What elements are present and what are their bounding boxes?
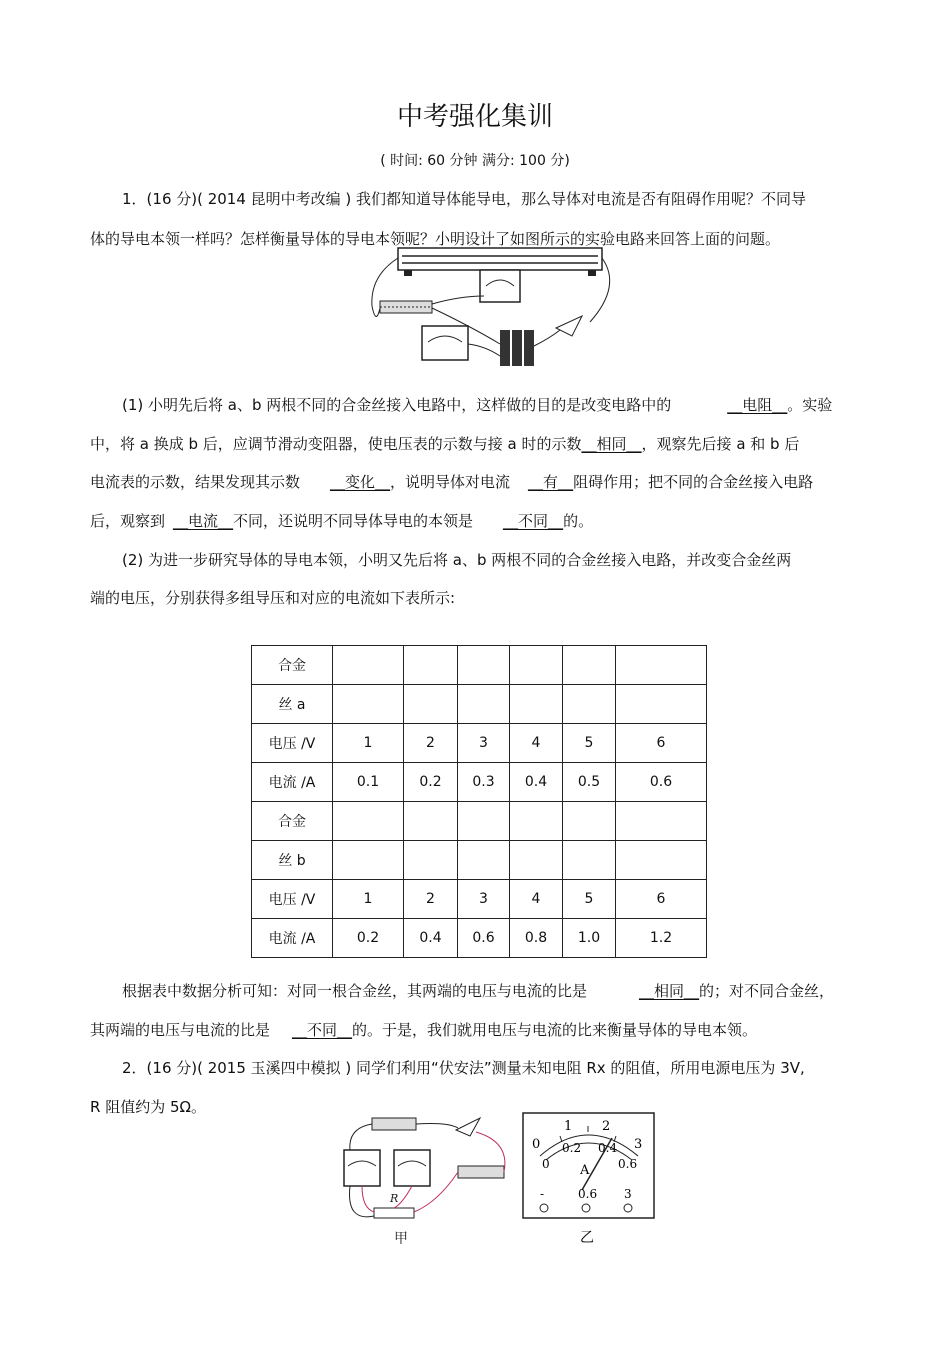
table-row: [252, 646, 707, 685]
table-cell: 2: [404, 880, 458, 919]
table-cell: 1.0: [563, 919, 616, 958]
conclusion-line2: 其两端的电压与电流的比是 __不同__的。于是，我们就用电压与电流的比来衡量导体的导电本领。: [90, 1021, 758, 1039]
table-cell: 1: [333, 724, 404, 763]
answer-blank-4: __有__: [528, 473, 574, 491]
answer-blank-2: __相同__: [581, 435, 642, 453]
conclusion-line1: 根据表中数据分析可知：对同一根合金丝，其两端的电压与电流的比是 __相同__的；对不同合金丝，: [122, 982, 835, 1000]
terminal-label-06: 0.6: [578, 1187, 598, 1201]
answer-blank-1: __电阻__: [727, 396, 788, 414]
data-table: [251, 645, 707, 958]
table-cell: 2: [404, 724, 458, 763]
table-cell: 电流 /A: [252, 763, 333, 802]
lower-scale-1: 0.2: [562, 1141, 582, 1155]
page-title: 中考强化集训: [396, 102, 553, 132]
table-cell: 合金: [252, 802, 333, 841]
table-cell: 0.5: [563, 763, 616, 802]
upper-scale-0: 0: [532, 1137, 541, 1152]
table-cell: 合金: [252, 646, 333, 685]
answer-blank-5: __电流__: [173, 512, 234, 530]
table-row: [252, 919, 707, 958]
table-cell: 6: [616, 724, 707, 763]
page-subtitle: ( 时间: 60 分钟 满分: 100 分): [380, 153, 570, 169]
table-cell: 0.4: [510, 763, 563, 802]
table-cell: 0.6: [458, 919, 510, 958]
figure-label-yi: 乙: [580, 1230, 594, 1246]
figure-label-jia: 甲: [394, 1231, 408, 1244]
table-cell: 3: [458, 880, 510, 919]
table-row: [252, 802, 707, 841]
circuit-figure-1: [360, 246, 630, 376]
table-cell: 电流 /A: [252, 919, 333, 958]
q1-p2-line1: (2) 为进一步研究导体的导电本领，小明又先后将 a、b 两根不同的合金丝接入电路，并改变合金丝两: [122, 551, 792, 569]
table-cell: 电压 /V: [252, 724, 333, 763]
upper-scale-3: 3: [634, 1137, 643, 1152]
q2-line1: 2．(16 分)( 2015 玉溪四中模拟 ) 同学们利用“伏安法”测量未知电阻 Rx 的阻值，所用电源电压为 3V,: [122, 1059, 805, 1077]
table-cell: 0.2: [333, 919, 404, 958]
meter-unit: A: [580, 1163, 590, 1178]
q1-line2: 体的导电本领一样吗？怎样衡量导体的导电本领呢？小明设计了如图所示的实验电路来回答上面的问题。: [90, 230, 781, 248]
q1-p1-line3: 电流表的示数，结果发现其示数 __变化__，说明导体对电流 __有__阻碍作用；把不同的合金丝接入电路: [90, 473, 814, 491]
lower-scale-3: 0.6: [618, 1157, 638, 1171]
table-cell: 1.2: [616, 919, 707, 958]
table-cell: 5: [563, 880, 616, 919]
table-cell: 6: [616, 880, 707, 919]
answer-blank-7: __相同__: [639, 982, 700, 1000]
table-cell: 丝 a: [252, 685, 333, 724]
table-cell: 4: [510, 880, 563, 919]
table-cell: 0.6: [616, 763, 707, 802]
upper-scale-1: 1: [564, 1119, 573, 1134]
q1-p1-line2: 中，将 a 换成 b 后，应调节滑动变阻器，使电压表的示数与接 a 时的示数__相同__，观察先后接 a 和 b 后: [90, 435, 800, 453]
table-row: [252, 763, 707, 802]
table-row: [252, 841, 707, 880]
answer-blank-3: __变化__: [330, 473, 391, 491]
table-row: [252, 880, 707, 919]
table-cell: 0.4: [404, 919, 458, 958]
table-cell: 0.1: [333, 763, 404, 802]
q1-line1: 1．(16 分)( 2014 昆明中考改编 ) 我们都知道导体能导电，那么导体对电流是否有阻碍作用呢？不同导: [122, 190, 807, 208]
table-cell: 电压 /V: [252, 880, 333, 919]
table-row: [252, 724, 707, 763]
table-cell: 0.3: [458, 763, 510, 802]
terminal-label-minus: -: [540, 1187, 545, 1201]
upper-scale-2: 2: [602, 1119, 611, 1134]
q1-p1-line4: 后，观察到 __电流__不同，还说明不同导体导电的本领是 __不同__的。: [90, 512, 594, 530]
q1-p2-line2: 端的电压，分别获得多组导压和对应的电流如下表所示:: [90, 589, 456, 607]
table-row: [252, 685, 707, 724]
table-cell: 1: [333, 880, 404, 919]
table-cell: 4: [510, 724, 563, 763]
table-cell: 0.2: [404, 763, 458, 802]
answer-blank-6: __不同__: [503, 512, 564, 530]
lower-scale-0: 0: [542, 1157, 550, 1171]
lower-scale-2: 0.4: [598, 1141, 618, 1155]
q2-line2: R 阻值约为 5Ω。: [90, 1098, 206, 1116]
table-cell: 0.8: [510, 919, 563, 958]
circuit-figure-jia: [338, 1112, 518, 1244]
ammeter-figure-yi: [522, 1112, 656, 1246]
q1-p1-line1: (1) 小明先后将 a、b 两根不同的合金丝接入电路中，这样做的目的是改变电路中的 __电阻__。实验: [122, 396, 833, 414]
svg-text:R: R: [390, 1192, 399, 1205]
table-cell: 丝 b: [252, 841, 333, 880]
answer-blank-8: __不同__: [292, 1021, 353, 1039]
table-cell: 3: [458, 724, 510, 763]
table-cell: 5: [563, 724, 616, 763]
terminal-label-3: 3: [624, 1187, 632, 1201]
